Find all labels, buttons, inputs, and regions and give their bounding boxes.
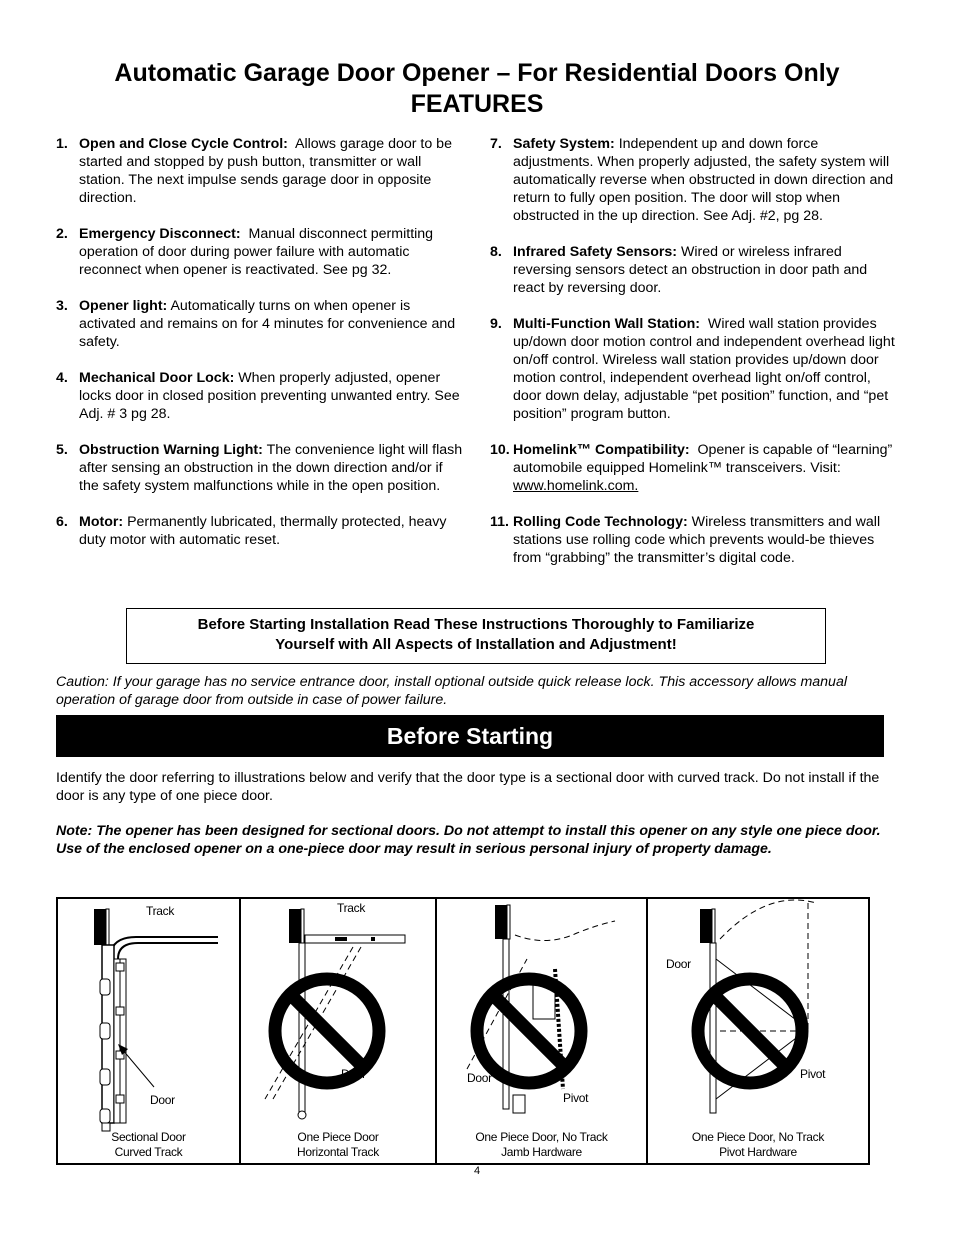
identify-paragraph: Identify the door referring to illustrations below and verify that the door type is a sectional door with curved track. Do not install if the door is any type of one piece door. (56, 770, 880, 804)
feature-lead: Open and Close Cycle Control: (79, 136, 288, 152)
feature-lead: Homelink™ Compatibility: (513, 442, 690, 458)
feature-item (56, 135, 466, 207)
feature-text: Allows garage door to be started and stopped by push button, transmitter or wall station. The next impulse sends garage door in opposite direction. (79, 136, 452, 206)
figure-horizontal-track (241, 899, 437, 1163)
feature-number: 4. (56, 370, 68, 386)
note-paragraph: Note: The opener has been designed for sectional doors. Do not attempt to install this opener on any style one piece door. Use of the enclosed opener on a one-piece door may result in serious personal injury of property damage. (56, 823, 881, 857)
feature-lead: Emergency Disconnect: (79, 226, 241, 242)
feature-item (490, 441, 895, 495)
feature-text: Independent up and down force adjustments. When properly adjusted, the safety system will automatically reverse when obstructed in down direction and return to fully open position. The door will stop when obstructed in the up direction. See Adj. #2, pg 28. (513, 136, 894, 224)
feature-lead: Multi-Function Wall Station: (513, 316, 701, 332)
label-door: Door (467, 1071, 492, 1085)
caption-line-1: One Piece Door, No Track (475, 1130, 608, 1144)
caption-line-2: Pivot Hardware (719, 1145, 797, 1159)
notice-line-2: Yourself with All Aspects of Installation and Adjustment! (275, 636, 677, 653)
feature-number: 7. (490, 136, 502, 152)
figure-pivot-hardware (648, 899, 868, 1163)
figure-caption (648, 1130, 868, 1160)
jamb-hardware-illustration (437, 899, 646, 1163)
feature-item (490, 315, 895, 423)
feature-number: 6. (56, 514, 68, 530)
section-banner: Before Starting (56, 715, 884, 757)
page-title (0, 58, 954, 120)
feature-text: Permanently lubricated, thermally protected, heavy duty motor with automatic reset. (79, 514, 447, 548)
label-pivot: Pivot (800, 1067, 826, 1081)
feature-number: 5. (56, 442, 68, 458)
caption-line-2: Curved Track (114, 1145, 183, 1159)
label-door: Door (150, 1093, 175, 1107)
feature-item (56, 297, 466, 351)
feature-text: Wired or wireless infrared reversing sensors detect an obstruction in door path and react by reversing door. (513, 244, 868, 296)
figure-sectional-door (58, 899, 241, 1163)
sectional-door-illustration (58, 899, 239, 1163)
feature-lead: Rolling Code Technology: (513, 514, 688, 530)
notice-line-1: Before Starting Installation Read These Instructions Thoroughly to Familiarize (197, 616, 755, 633)
title-line-1: Automatic Garage Door Opener – For Residential Doors Only (114, 59, 840, 87)
feature-lead: Obstruction Warning Light: (79, 442, 263, 458)
label-door: Door (666, 957, 691, 971)
feature-number: 8. (490, 244, 502, 260)
caption-line-1: One Piece Door (297, 1130, 379, 1144)
feature-text: Wired wall station provides up/down door motion control and independent overhead light on/off control. Wireless wall station provides up/down door motion control, independent overhead light on/off control, door down delay, adjustable “pet position” function, and “pet position” program button. (513, 316, 895, 422)
caution-text: Caution: If your garage has no service entrance door, install optional outside quick release lock. This accessory allows manual operation of garage door from outside in case of power failure. (56, 674, 847, 708)
label-track: Track (337, 901, 366, 915)
homelink-link[interactable]: www.homelink.com. (513, 478, 639, 494)
feature-lead: Motor: (79, 514, 124, 530)
installation-notice-box (126, 608, 826, 664)
feature-text: Manual disconnect permitting operation of door during power failure with automatic reconnect when opener is reactivated. See pg 32. (79, 226, 434, 278)
horizontal-track-illustration (241, 899, 435, 1163)
pivot-hardware-illustration (648, 899, 868, 1163)
feature-lead: Infrared Safety Sensors: (513, 244, 678, 260)
feature-item (56, 441, 466, 495)
label-door: Door (341, 1067, 366, 1081)
caption-line-1: One Piece Door, No Track (691, 1130, 825, 1144)
feature-item (490, 135, 895, 225)
caption-line-2: Horizontal Track (297, 1145, 379, 1159)
feature-text: The convenience light will flash after sensing an obstruction in the down direction and/or if the safety system malfunctions while in the open position. (79, 442, 463, 494)
feature-number: 1. (56, 136, 68, 152)
feature-text: Opener is capable of “learning” automobile equipped Homelink™ transceivers. Visit: (513, 442, 893, 476)
feature-item (56, 225, 466, 279)
title-line-2: FEATURES (410, 90, 544, 118)
label-track: Track (146, 904, 175, 918)
feature-item (490, 243, 895, 297)
label-pivot: Pivot (563, 1091, 589, 1105)
feature-text: Automatically turns on when opener is activated and remains on for 4 minutes for convenience and safety. (79, 298, 456, 350)
figure-jamb-hardware (437, 899, 648, 1163)
figure-caption (241, 1130, 435, 1160)
feature-number: 2. (56, 226, 68, 242)
feature-lead: Mechanical Door Lock: (79, 370, 235, 386)
feature-text: When properly adjusted, opener locks door in closed position preventing unwanted entry. See Adj. # 3 pg 28. (79, 370, 460, 422)
feature-item (56, 369, 466, 423)
feature-item (490, 513, 895, 567)
feature-number: 3. (56, 298, 68, 314)
caption-line-1: Sectional Door (111, 1130, 186, 1144)
feature-number: 11. (490, 514, 509, 530)
feature-number: 9. (490, 316, 502, 332)
feature-item (56, 513, 466, 549)
caption-line-2: Jamb Hardware (501, 1145, 582, 1159)
features-right-column (490, 135, 895, 585)
features-left-column (56, 135, 466, 567)
door-illustrations (56, 897, 870, 1165)
feature-number: 10. (490, 442, 510, 458)
feature-lead: Opener light: (79, 298, 168, 314)
feature-text: Wireless transmitters and wall stations use rolling code which prevents would-be thieves from “grabbing” the transmitter’s digital code. (513, 514, 881, 566)
page-number: 4 (473, 1165, 481, 1177)
figure-caption (437, 1130, 646, 1160)
figure-caption (58, 1130, 239, 1160)
feature-lead: Safety System: (513, 136, 615, 152)
